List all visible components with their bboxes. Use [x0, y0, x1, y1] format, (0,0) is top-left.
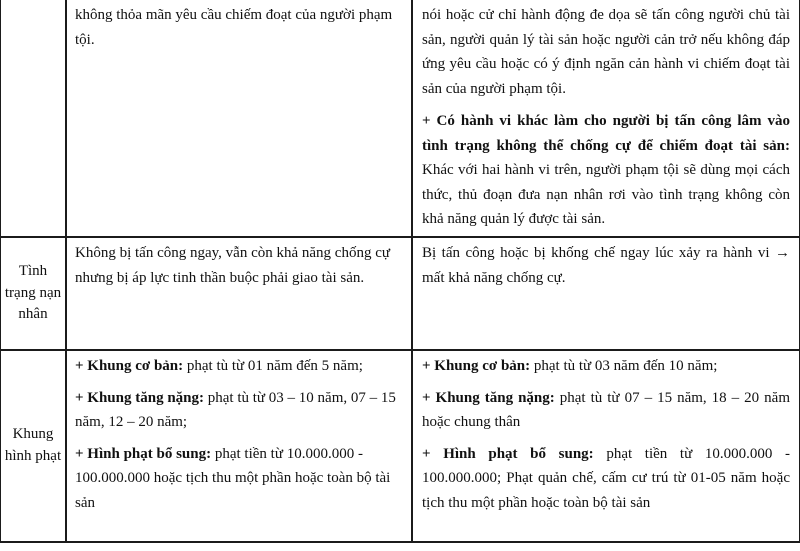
cell-crime1-behavior — [67, 0, 413, 236]
row-label-cell-empty — [1, 0, 67, 236]
cell-paragraph: + Hình phạt bổ sung: phạt tiền từ 10.000.000 - 100.000.000 hoặc tịch thu một phần hoặc toàn bộ tài sản — [75, 445, 391, 511]
cell-crime2-penalty-frame — [413, 351, 799, 541]
table-row-penalty-frame — [1, 351, 799, 543]
row-label-text: Khung hình phạt — [4, 426, 62, 464]
cell-paragraph: + Khung tăng nặng: phạt tù từ 07 – 15 năm, 18 – 20 năm hoặc chung thân — [422, 389, 790, 430]
cell-paragraph: nói hoặc cử chỉ hành động đe dọa sẽ tấn công người chủ tài sản, người quản lý tài sản hoặc người cản trở nếu không đáp ứng yêu cầu hoặc có ý định ngăn cản hành vi chiếm đoạt tài sản của người phạm tội. — [422, 7, 790, 97]
cell-crime2-behavior — [413, 0, 799, 236]
table-row-behavior — [1, 0, 799, 238]
row-label-cell-victim-condition — [1, 238, 67, 349]
row-label-text: Tình trạng nạn nhân — [4, 262, 62, 323]
cell-paragraph: Không bị tấn công ngay, vẫn còn khả năng chống cự nhưng bị áp lực tinh thần buộc phải giao tài sản. — [75, 245, 390, 286]
cell-paragraph: + Hình phạt bổ sung: phạt tiền từ 10.000.000 - 100.000.000; Phạt quản chế, cấm cư trú từ 01-05 năm hoặc tịch thu một phần hoặc toàn bộ tài sản — [422, 445, 790, 511]
cell-crime1-victim-condition — [67, 238, 413, 349]
cell-paragraph: + Có hành vi khác làm cho người bị tấn công lâm vào tình trạng không thể chống cự để chiếm đoạt tài sản: Khác với hai hành vi trên, người phạm tội sẽ dùng mọi cách thức, thủ đoạn đưa nạn nhân rơi vào tình trạng không còn khả năng quản lý được tài sản. — [422, 113, 790, 227]
table-row-victim-condition — [1, 238, 799, 351]
cell-paragraph: + Khung cơ bản: phạt tù từ 03 năm đến 10 năm; — [422, 358, 718, 374]
cell-paragraph: không thỏa mãn yêu cầu chiếm đoạt của người phạm tội. — [75, 7, 393, 48]
cell-paragraph: + Khung tăng nặng: phạt tù từ 03 – 10 năm, 07 – 15 năm, 12 – 20 năm; — [75, 389, 396, 430]
cell-paragraph: + Khung cơ bản: phạt tù từ 01 năm đến 5 năm; — [75, 358, 363, 374]
cell-crime2-victim-condition — [413, 238, 799, 349]
cell-crime1-penalty-frame — [67, 351, 413, 541]
row-label-cell-penalty-frame — [1, 351, 67, 541]
cell-paragraph: Bị tấn công hoặc bị khống chế ngay lúc xảy ra hành vi → mất khả năng chống cự. — [422, 245, 790, 286]
